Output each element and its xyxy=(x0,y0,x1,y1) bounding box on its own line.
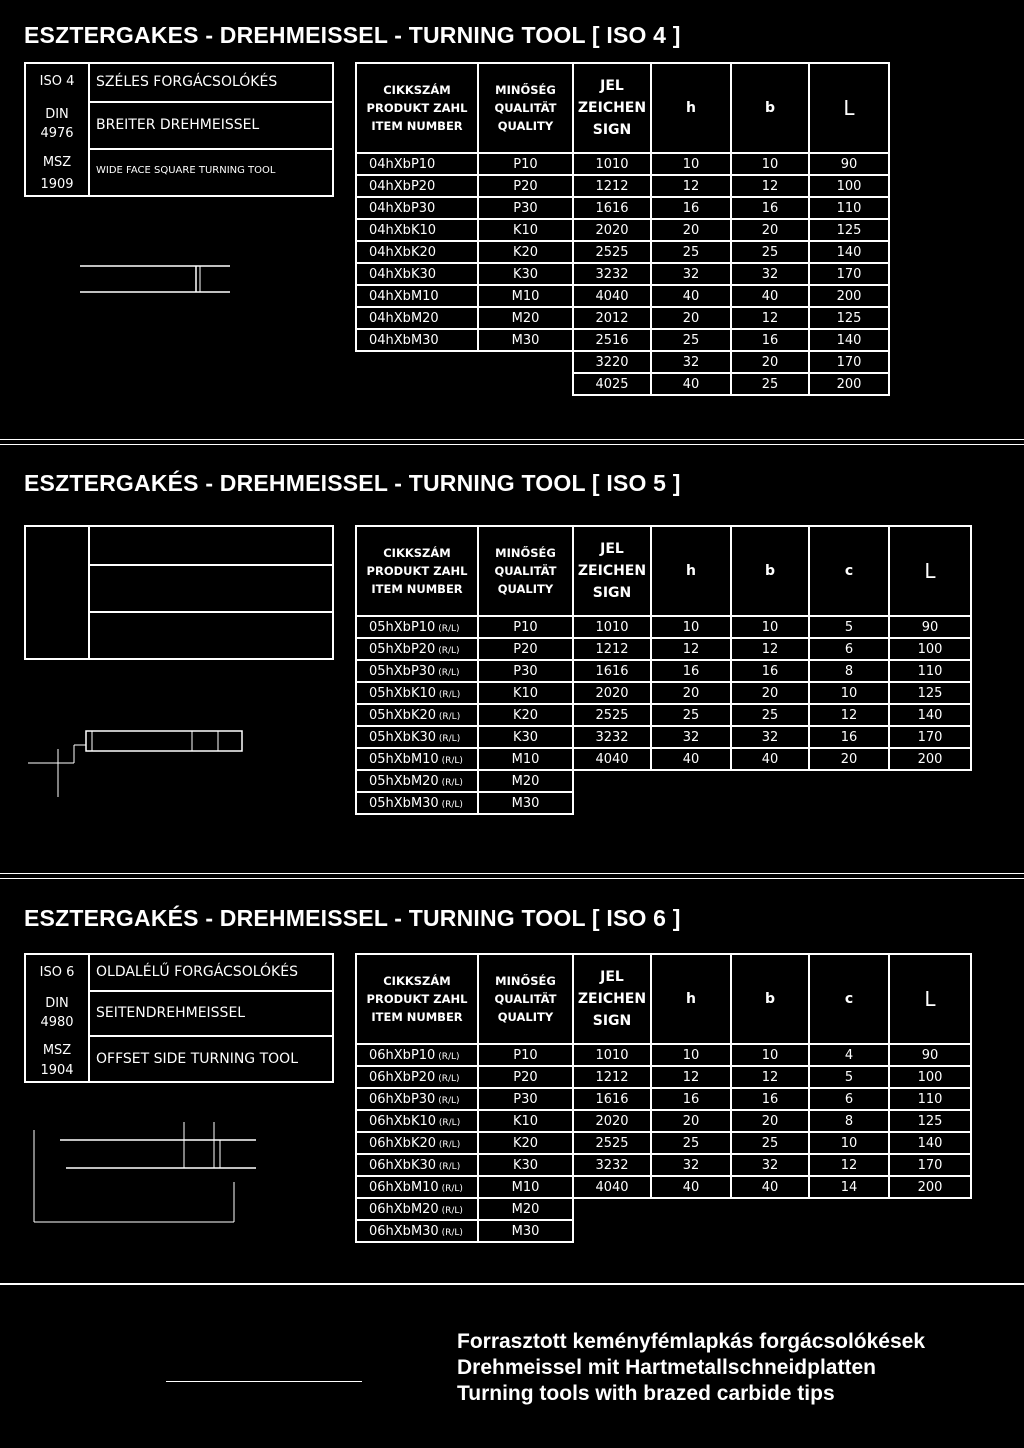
table-cell: 125 xyxy=(809,307,889,329)
table-cell: 12 xyxy=(731,175,809,197)
tool-name-de: SEITENDREHMEISSEL xyxy=(96,1005,246,1021)
std-label: MSZ xyxy=(42,1043,72,1058)
table-cell: 25 xyxy=(731,1132,809,1154)
table-cell: 90 xyxy=(889,1044,971,1066)
table-row xyxy=(356,726,971,748)
table-cell: 1212 xyxy=(573,175,651,197)
table-cell: P20 xyxy=(478,638,573,660)
table-row xyxy=(356,1220,971,1242)
table-cell: M10 xyxy=(478,748,573,770)
table-cell: 25 xyxy=(731,704,809,726)
column-header: JEL ZEICHEN SIGN xyxy=(573,954,651,1044)
table-row xyxy=(356,1044,971,1066)
item-number-cell: 04hXbM30 xyxy=(356,329,478,351)
table-cell: 100 xyxy=(889,638,971,660)
column-header: JEL ZEICHEN SIGN xyxy=(573,63,651,153)
table-cell xyxy=(889,770,971,792)
table-cell: 8 xyxy=(809,660,889,682)
column-header: c xyxy=(809,954,889,1044)
table-row xyxy=(356,285,889,307)
item-number-cell: 06hXbK30 (R/L) xyxy=(356,1154,478,1176)
table-cell: 8 xyxy=(809,1110,889,1132)
std-label: DIN xyxy=(45,107,69,122)
tool-drawing-iso5 xyxy=(28,725,248,800)
table-cell: 3232 xyxy=(573,726,651,748)
column-header: b xyxy=(731,954,809,1044)
table-cell: 32 xyxy=(731,263,809,285)
table-cell: 16 xyxy=(651,197,731,219)
table-cell: 25 xyxy=(731,241,809,263)
column-header: c xyxy=(809,526,889,616)
table-cell xyxy=(731,1220,809,1242)
table-cell: 20 xyxy=(651,682,731,704)
table-cell: 110 xyxy=(889,660,971,682)
spec-table-iso5 xyxy=(355,525,972,815)
table-row xyxy=(356,1176,971,1198)
table-cell: 32 xyxy=(651,1154,731,1176)
table-cell xyxy=(573,792,651,814)
table-cell: 10 xyxy=(809,1132,889,1154)
item-number-cell: 05hXbP10 (R/L) xyxy=(356,616,478,638)
table-cell: 20 xyxy=(731,351,809,373)
item-number-cell: 06hXbM20 (R/L) xyxy=(356,1198,478,1220)
table-cell: P10 xyxy=(478,1044,573,1066)
table-cell: 4040 xyxy=(573,1176,651,1198)
table-cell: M20 xyxy=(478,307,573,329)
table-cell: 5 xyxy=(809,1066,889,1088)
table-row xyxy=(356,263,889,285)
table-cell xyxy=(573,1198,651,1220)
table-cell: 1010 xyxy=(573,1044,651,1066)
table-cell: M10 xyxy=(478,285,573,307)
column-header: MINŐSÉG QUALITÄT QUALITY xyxy=(478,526,573,616)
table-cell: 16 xyxy=(731,329,809,351)
divider xyxy=(0,439,1024,440)
table-cell: 32 xyxy=(651,263,731,285)
table-cell: M20 xyxy=(478,1198,573,1220)
table-cell: 1010 xyxy=(573,153,651,175)
table-cell: 3220 xyxy=(573,351,651,373)
table-row xyxy=(356,307,889,329)
section-title-iso5: ESZTERGAKÉS - DREHMEISSEL - TURNING TOOL [ ISO 5 ] xyxy=(24,470,681,496)
table-cell: 200 xyxy=(809,373,889,395)
item-number-cell: 05hXbK10 (R/L) xyxy=(356,682,478,704)
table-cell xyxy=(731,792,809,814)
table-cell: 2516 xyxy=(573,329,651,351)
table-cell: P10 xyxy=(478,153,573,175)
table-cell: 100 xyxy=(889,1066,971,1088)
item-number-cell: 04hXbP20 xyxy=(356,175,478,197)
item-number-cell: 04hXbM20 xyxy=(356,307,478,329)
table-cell xyxy=(573,1220,651,1242)
table-row xyxy=(356,351,889,373)
table-cell: 12 xyxy=(651,175,731,197)
table-cell xyxy=(889,1220,971,1242)
table-cell: 6 xyxy=(809,1088,889,1110)
table-cell: 20 xyxy=(731,1110,809,1132)
table-cell: 90 xyxy=(809,153,889,175)
table-cell: 1010 xyxy=(573,616,651,638)
table-cell: 3232 xyxy=(573,263,651,285)
table-cell: P20 xyxy=(478,175,573,197)
table-cell: 20 xyxy=(651,307,731,329)
table-cell: 110 xyxy=(809,197,889,219)
item-number-cell xyxy=(356,373,478,395)
table-cell: K20 xyxy=(478,241,573,263)
table-cell xyxy=(809,792,889,814)
table-cell: 32 xyxy=(651,726,731,748)
table-cell: 20 xyxy=(731,219,809,241)
table-cell: 12 xyxy=(651,638,731,660)
table-cell: 2020 xyxy=(573,682,651,704)
tool-name-en: WIDE FACE SQUARE TURNING TOOL xyxy=(96,165,276,176)
table-cell: 1616 xyxy=(573,660,651,682)
std-label: ISO 4 xyxy=(39,74,75,89)
table-row xyxy=(356,770,971,792)
item-number-cell xyxy=(356,351,478,373)
table-cell: 170 xyxy=(889,1154,971,1176)
std-label: 1909 xyxy=(40,177,74,192)
column-header: L xyxy=(889,526,971,616)
table-cell: 140 xyxy=(809,241,889,263)
column-header: h xyxy=(651,526,731,616)
table-cell: 20 xyxy=(651,1110,731,1132)
table-cell: K30 xyxy=(478,1154,573,1176)
std-label: DIN xyxy=(45,996,69,1011)
section-title-iso6: ESZTERGAKÉS - DREHMEISSEL - TURNING TOOL [ ISO 6 ] xyxy=(24,905,681,931)
table-cell: 40 xyxy=(651,373,731,395)
table-cell: 12 xyxy=(731,638,809,660)
table-cell xyxy=(889,1198,971,1220)
column-header: CIKKSZÁM PRODUKT ZAHL ITEM NUMBER xyxy=(356,63,478,153)
tool-name-de: BREITER DREHMEISSEL xyxy=(96,117,260,133)
tool-drawing-iso6 xyxy=(30,1122,265,1232)
table-cell: 40 xyxy=(651,285,731,307)
divider xyxy=(0,878,1024,879)
divider xyxy=(0,873,1024,874)
table-cell: 1212 xyxy=(573,1066,651,1088)
tool-name-en: OFFSET SIDE TURNING TOOL xyxy=(96,1051,298,1067)
table-row xyxy=(356,660,971,682)
table-cell: 5 xyxy=(809,616,889,638)
table-cell: 25 xyxy=(651,241,731,263)
table-cell: 40 xyxy=(651,1176,731,1198)
table-cell: 4025 xyxy=(573,373,651,395)
table-cell: 140 xyxy=(889,1132,971,1154)
table-cell xyxy=(478,373,573,395)
std-label: ISO 6 xyxy=(39,965,75,980)
table-cell: 140 xyxy=(889,704,971,726)
table-cell: 1616 xyxy=(573,1088,651,1110)
table-cell: 20 xyxy=(651,219,731,241)
table-cell: 125 xyxy=(889,682,971,704)
standards-box-iso4 xyxy=(24,62,334,197)
table-cell: 2020 xyxy=(573,219,651,241)
table-row xyxy=(356,638,971,660)
item-number-cell: 04hXbK20 xyxy=(356,241,478,263)
table-cell: 25 xyxy=(651,329,731,351)
table-cell: 32 xyxy=(731,726,809,748)
table-cell: 16 xyxy=(809,726,889,748)
table-cell: P30 xyxy=(478,660,573,682)
table-cell xyxy=(573,770,651,792)
table-cell xyxy=(651,1220,731,1242)
table-cell: 1616 xyxy=(573,197,651,219)
table-cell: 12 xyxy=(809,1154,889,1176)
table-cell: 3232 xyxy=(573,1154,651,1176)
table-cell: P30 xyxy=(478,197,573,219)
column-header: CIKKSZÁM PRODUKT ZAHL ITEM NUMBER xyxy=(356,526,478,616)
std-label: MSZ xyxy=(42,155,72,170)
footer-rule xyxy=(166,1381,362,1382)
table-row xyxy=(356,748,971,770)
table-cell: 10 xyxy=(651,616,731,638)
table-cell: P30 xyxy=(478,1088,573,1110)
table-cell: M30 xyxy=(478,329,573,351)
table-cell: 10 xyxy=(651,153,731,175)
table-cell: 12 xyxy=(731,1066,809,1088)
column-header: L xyxy=(889,954,971,1044)
table-cell: 200 xyxy=(889,1176,971,1198)
item-number-cell: 05hXbM30 (R/L) xyxy=(356,792,478,814)
table-cell: 32 xyxy=(651,351,731,373)
table-cell: 10 xyxy=(809,682,889,704)
item-number-cell: 04hXbM10 xyxy=(356,285,478,307)
table-cell: 90 xyxy=(889,616,971,638)
table-cell: K30 xyxy=(478,263,573,285)
footer-text xyxy=(457,1329,925,1407)
table-cell: 20 xyxy=(809,748,889,770)
table-row xyxy=(356,219,889,241)
table-row xyxy=(356,1066,971,1088)
table-cell xyxy=(651,792,731,814)
table-cell: 4040 xyxy=(573,748,651,770)
table-cell: K10 xyxy=(478,682,573,704)
table-cell: 170 xyxy=(809,263,889,285)
table-cell: 16 xyxy=(731,660,809,682)
table-cell: 25 xyxy=(651,704,731,726)
table-cell: M10 xyxy=(478,1176,573,1198)
table-cell: 140 xyxy=(809,329,889,351)
divider xyxy=(0,1283,1024,1285)
item-number-cell: 06hXbK10 (R/L) xyxy=(356,1110,478,1132)
spec-table-iso6 xyxy=(355,953,972,1243)
table-row xyxy=(356,792,971,814)
table-cell: K20 xyxy=(478,704,573,726)
table-cell xyxy=(809,1198,889,1220)
table-cell: M30 xyxy=(478,792,573,814)
table-cell: 40 xyxy=(731,285,809,307)
standards-box-iso5 xyxy=(24,525,334,660)
table-cell: 12 xyxy=(651,1066,731,1088)
table-row xyxy=(356,1132,971,1154)
table-cell: P20 xyxy=(478,1066,573,1088)
table-cell: 16 xyxy=(731,197,809,219)
table-cell: 170 xyxy=(809,351,889,373)
table-cell: 200 xyxy=(889,748,971,770)
table-cell: 10 xyxy=(651,1044,731,1066)
table-row xyxy=(356,616,971,638)
table-cell: 16 xyxy=(651,660,731,682)
table-row xyxy=(356,1110,971,1132)
section-title-iso4: ESZTERGAKES - DREHMEISSEL - TURNING TOOL [ ISO 4 ] xyxy=(24,22,681,48)
table-cell: M20 xyxy=(478,770,573,792)
table-cell: 170 xyxy=(889,726,971,748)
table-cell: 10 xyxy=(731,616,809,638)
table-cell: 4040 xyxy=(573,285,651,307)
table-cell: K10 xyxy=(478,1110,573,1132)
table-cell: 125 xyxy=(809,219,889,241)
tool-name-hu: SZÉLES FORGÁCSOLÓKÉS xyxy=(96,74,278,90)
table-cell: 25 xyxy=(651,1132,731,1154)
table-cell xyxy=(809,770,889,792)
item-number-cell: 04hXbP10 xyxy=(356,153,478,175)
table-cell: K10 xyxy=(478,219,573,241)
table-cell: M30 xyxy=(478,1220,573,1242)
table-cell: K30 xyxy=(478,726,573,748)
column-header: b xyxy=(731,526,809,616)
table-cell: 125 xyxy=(889,1110,971,1132)
table-cell xyxy=(731,1198,809,1220)
footer-line-de: Drehmeissel mit Hartmetallschneidplatten xyxy=(457,1356,876,1379)
item-number-cell: 04hXbK30 xyxy=(356,263,478,285)
item-number-cell: 06hXbP30 (R/L) xyxy=(356,1088,478,1110)
item-number-cell: 05hXbK20 (R/L) xyxy=(356,704,478,726)
column-header: JEL ZEICHEN SIGN xyxy=(573,526,651,616)
item-number-cell: 05hXbP30 (R/L) xyxy=(356,660,478,682)
table-cell: 2012 xyxy=(573,307,651,329)
table-cell: 16 xyxy=(731,1088,809,1110)
table-cell: 40 xyxy=(731,1176,809,1198)
table-cell: 10 xyxy=(731,1044,809,1066)
item-number-cell: 06hXbK20 (R/L) xyxy=(356,1132,478,1154)
item-number-cell: 06hXbM30 (R/L) xyxy=(356,1220,478,1242)
table-cell: 25 xyxy=(731,373,809,395)
table-cell: 2525 xyxy=(573,704,651,726)
spec-table-iso4 xyxy=(355,62,890,396)
table-cell: 10 xyxy=(731,153,809,175)
table-cell: 110 xyxy=(889,1088,971,1110)
table-row xyxy=(356,704,971,726)
table-cell xyxy=(651,770,731,792)
table-cell: 40 xyxy=(731,748,809,770)
footer-line-en: Turning tools with brazed carbide tips xyxy=(457,1382,835,1405)
table-cell xyxy=(809,1220,889,1242)
table-cell xyxy=(478,351,573,373)
item-number-cell: 06hXbP10 (R/L) xyxy=(356,1044,478,1066)
table-row xyxy=(356,175,889,197)
table-row xyxy=(356,1088,971,1110)
table-cell: K20 xyxy=(478,1132,573,1154)
table-row xyxy=(356,373,889,395)
table-cell: 1212 xyxy=(573,638,651,660)
column-header: h xyxy=(651,63,731,153)
item-number-cell: 06hXbM10 (R/L) xyxy=(356,1176,478,1198)
item-number-cell: 04hXbP30 xyxy=(356,197,478,219)
table-cell: 20 xyxy=(731,682,809,704)
table-cell xyxy=(889,792,971,814)
table-cell: 12 xyxy=(731,307,809,329)
standards-box-iso6 xyxy=(24,953,334,1083)
table-row xyxy=(356,241,889,263)
column-header: b xyxy=(731,63,809,153)
table-cell: 2525 xyxy=(573,241,651,263)
table-cell: 40 xyxy=(651,748,731,770)
std-label: 4976 xyxy=(40,126,74,141)
table-cell: 100 xyxy=(809,175,889,197)
table-row xyxy=(356,1198,971,1220)
table-cell xyxy=(651,1198,731,1220)
table-cell: 32 xyxy=(731,1154,809,1176)
item-number-cell: 05hXbP20 (R/L) xyxy=(356,638,478,660)
item-number-cell: 05hXbM10 (R/L) xyxy=(356,748,478,770)
tool-name-hu: OLDALÉLŰ FORGÁCSOLÓKÉS xyxy=(96,964,298,980)
column-header: MINŐSÉG QUALITÄT QUALITY xyxy=(478,954,573,1044)
table-cell: P10 xyxy=(478,616,573,638)
table-cell: 2020 xyxy=(573,1110,651,1132)
table-cell: 14 xyxy=(809,1176,889,1198)
table-row xyxy=(356,153,889,175)
table-cell: 200 xyxy=(809,285,889,307)
table-cell: 6 xyxy=(809,638,889,660)
table-row xyxy=(356,197,889,219)
footer-line-hu: Forrasztott keményfémlapkás forgácsolókések xyxy=(457,1330,926,1353)
column-header: L xyxy=(809,63,889,153)
std-label: 4980 xyxy=(40,1015,74,1030)
std-label: 1904 xyxy=(40,1063,74,1078)
tool-drawing-iso4 xyxy=(78,258,238,298)
table-cell: 4 xyxy=(809,1044,889,1066)
table-cell xyxy=(731,770,809,792)
divider xyxy=(0,444,1024,445)
column-header: MINŐSÉG QUALITÄT QUALITY xyxy=(478,63,573,153)
column-header: CIKKSZÁM PRODUKT ZAHL ITEM NUMBER xyxy=(356,954,478,1044)
table-row xyxy=(356,329,889,351)
table-cell: 12 xyxy=(809,704,889,726)
table-row xyxy=(356,1154,971,1176)
item-number-cell: 04hXbK10 xyxy=(356,219,478,241)
table-row xyxy=(356,682,971,704)
item-number-cell: 06hXbP20 (R/L) xyxy=(356,1066,478,1088)
column-header: h xyxy=(651,954,731,1044)
item-number-cell: 05hXbK30 (R/L) xyxy=(356,726,478,748)
item-number-cell: 05hXbM20 (R/L) xyxy=(356,770,478,792)
table-cell: 2525 xyxy=(573,1132,651,1154)
table-cell: 16 xyxy=(651,1088,731,1110)
